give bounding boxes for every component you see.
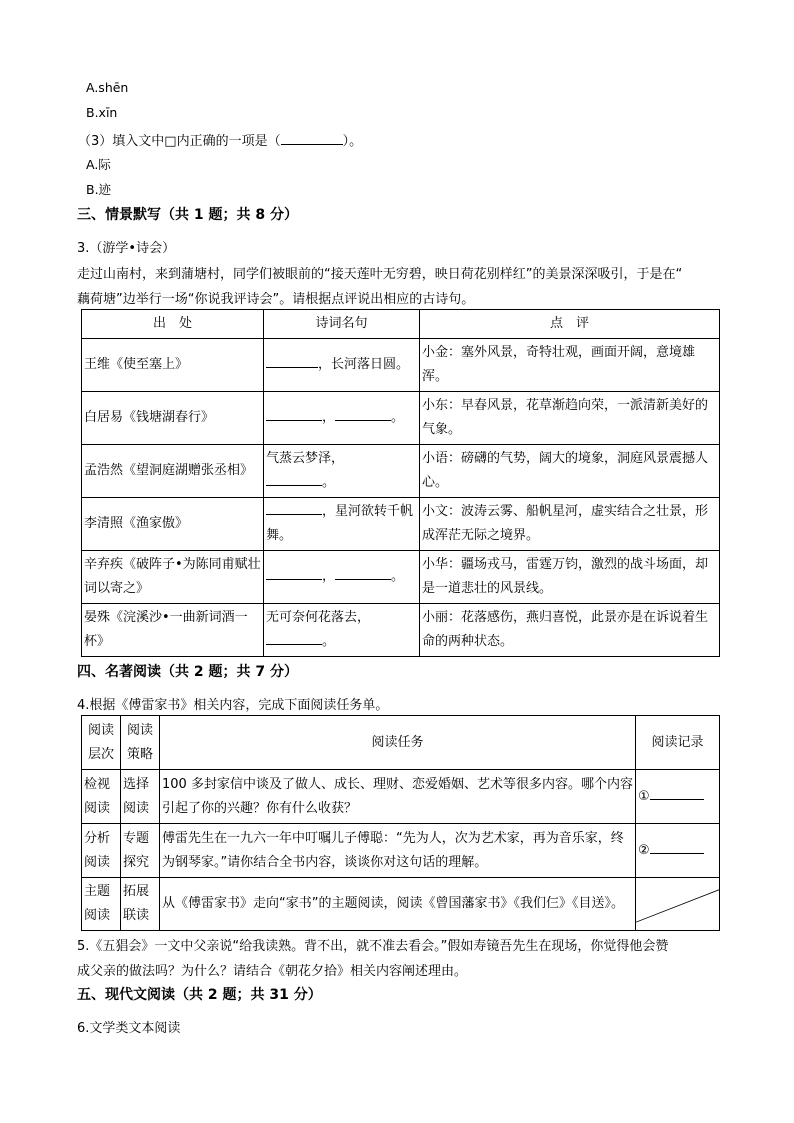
header-source: 出 处 [82,310,264,339]
poem-blank[interactable] [266,514,322,515]
strategy-cell: 拓展联读 [121,878,160,931]
source-cell: 白居易《钱塘湖春行》 [82,392,264,445]
question-3-intro-1: 走过山南村，来到蒲塘村，同学们被眼前的“接天莲叶无穷碧，映日荷花别样红”的美景深深吸引，于是在“ [77,267,683,282]
header-record: 阅读记录 [636,716,720,770]
source-cell: 孟浩然《望洞庭湖赠张丞相》 [82,445,264,498]
section-3-heading: 三、情景默写（共 1 题；共 8 分） [77,207,298,223]
record-cell: ② [636,824,720,878]
level-cell: 主题阅读 [82,878,121,931]
poem-cell: 气蒸云梦泽， 。 [264,445,420,498]
question-4: 4.根据《傅雷家书》相关内容，完成下面阅读任务单。 [77,698,389,713]
record-blank[interactable] [650,799,704,800]
level-cell: 分析阅读 [82,824,121,878]
task-cell: 100 多封家信中谈及了做人、成长、理财、恋爱婚姻、艺术等很多内容。哪个内容引起了你的兴趣？你有什么收获？ [160,770,636,824]
question-3-label: 3.（游学•诗会） [77,241,176,256]
source-cell: 李清照《渔家傲》 [82,498,264,551]
question-5-line-2: 成父亲的做法吗？为什么？请结合《朝花夕拾》相关内容阐述理由。 [77,964,468,979]
comment-cell: 小华：疆场戎马，雷霆万钧，激烈的战斗场面，却是一道悲壮的风景线。 [420,551,720,604]
option-a-shen: A.shēn [86,80,129,95]
header-level: 阅读层次 [82,716,121,770]
option-b-ji: B.迹 [86,182,112,197]
task-cell: 傅雷先生在一九六一年中叮嘱儿子傅聪：“先为人，次为艺术家，再为音乐家，终为钢琴家。”请你结合全书内容，谈谈你对这句话的理解。 [160,824,636,878]
poem-blank[interactable] [266,579,322,580]
section-5-heading: 五、现代文阅读（共 2 题；共 31 分） [77,987,322,1003]
poem-blank[interactable] [266,485,322,486]
poem-blank[interactable] [335,420,391,421]
poem-cell: ， 。 [264,551,420,604]
comment-cell: 小语：磅礴的气势，阔大的境象，洞庭风景震撼人心。 [420,445,720,498]
question-6: 6.文学类文本阅读 [77,1021,181,1036]
level-cell: 检视阅读 [82,770,121,824]
poem-cell: ，长河落日圆。 [264,339,420,392]
record-blank[interactable] [650,853,704,854]
poem-blank[interactable] [266,420,322,421]
strategy-cell: 选择阅读 [121,770,160,824]
poem-cell: ，星河欲转千帆舞。 [264,498,420,551]
comment-cell: 小金：塞外风景，奇特壮观，画面开阔，意境雄浑。 [420,339,720,392]
comment-cell: 小东：早春风景，花草渐趋向荣，一派清新美好的气象。 [420,392,720,445]
header-poem: 诗词名句 [264,310,420,339]
diagonal-slash [636,878,719,930]
strategy-cell: 专题探究 [121,824,160,878]
header-strategy: 阅读策略 [121,716,160,770]
poem-blank[interactable] [266,367,318,368]
task-cell: 从《傅雷家书》走向“家书”的主题阅读，阅读《曾国藩家书》《我们仨》《目送》。 [160,878,636,931]
poem-blank[interactable] [266,644,322,645]
header-comment: 点 评 [420,310,720,339]
poem-cell: ， 。 [264,392,420,445]
question-3-intro-2: 藕荷塘”边举行一场“你说我评诗会”。请根据点评说出相应的古诗句。 [77,292,475,307]
poem-blank[interactable] [335,579,391,580]
question-5-line-1: 5.《五猖会》一文中父亲说“给我读熟。背不出，就不准去看会。”假如寿镜吾先生在现场，你觉得他会赞 [77,939,669,954]
section-4-heading: 四、名著阅读（共 2 题；共 7 分） [77,664,298,680]
question-3-fill: （3）填入文中□内正确的一项是（ ）。 [78,134,363,149]
source-cell: 王维《使至塞上》 [82,339,264,392]
source-cell: 晏殊《浣溪沙•一曲新词酒一杯》 [82,604,264,657]
record-cell: ① [636,770,720,824]
header-task: 阅读任务 [160,716,636,770]
answer-blank[interactable] [281,144,343,145]
reading-task-table [81,715,720,931]
option-a-ji: A.际 [86,157,111,172]
source-cell: 辛弃疾《破阵子•为陈同甫赋壮词以寄之》 [82,551,264,604]
option-b-xin: B.xīn [86,105,118,120]
record-cell-empty [636,878,720,931]
comment-cell: 小文：波涛云雾、船帆星河，虚实结合之壮景，形成浑茫无际之境界。 [420,498,720,551]
comment-cell: 小丽：花落感伤，燕归喜悦，此景亦是在诉说着生命的两种状态。 [420,604,720,657]
poem-cell: 无可奈何花落去， 。 [264,604,420,657]
poem-table [81,309,720,657]
